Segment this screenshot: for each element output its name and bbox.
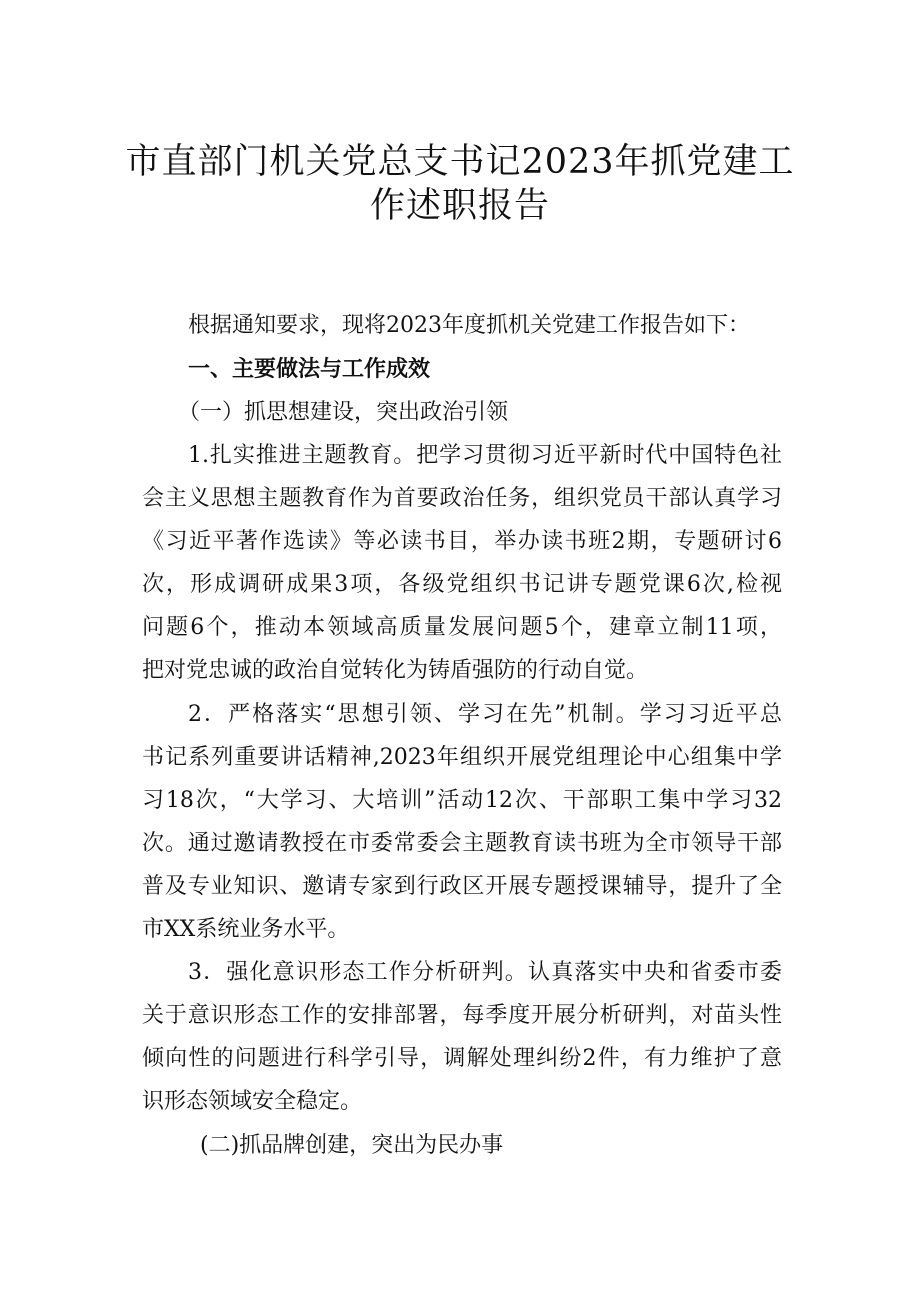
paragraph-3-line: 关于意识形态工作的安排部署，每季度开展分析研判，对苗头性 [142,1003,782,1028]
paragraph-1-line: 《习近平著作选读》等必读书目，举办读书班2期，专题研讨6 [142,529,782,554]
section-heading-1: 一、主要做法与工作成效 [188,357,431,382]
document-title-line-2: 作述职报告 [369,186,550,226]
paragraph-1-line: 问题6个，推动本领域高质量发展问题5个，建章立制11项， [142,615,782,640]
paragraph-1-line: 把对党忠诚的政治自觉转化为铸盾强防的行动自觉。 [142,658,649,683]
subsection-heading-1: （一）抓思想建设，突出政治引领 [178,400,509,425]
paragraph-3-line: 识形态领域安全稳定。 [142,1089,363,1114]
paragraph-2-line: 普及专业知识、邀请专家到行政区开展专题授课辅导，提升了全 [142,874,782,899]
paragraph-2-line: 习18次，“大学习、大培训”活动12次、干部职工集中学习32 [142,788,782,813]
paragraph-3-line: 倾向性的问题进行科学引导，调解处理纠纷2件，有力维护了意 [142,1046,782,1071]
paragraph-2-line: 2．严格落实“思想引领、学习在先”机制。学习习近平总 [188,702,782,727]
paragraph-3-line: 3．强化意识形态工作分析研判。认真落实中央和省委市委 [188,960,782,985]
paragraph-1-line: 次，形成调研成果3项，各级党组织书记讲专题党课6次,检视 [142,572,782,597]
subsection-heading-2: (二)抓品牌创建，突出为民办事 [200,1133,504,1158]
paragraph-1-line: 会主义思想主题教育作为首要政治任务，组织党员干部认真学习 [142,486,782,511]
intro-paragraph: 根据通知要求，现将2023年度抓机关党建工作报告如下： [188,313,750,338]
paragraph-2-line: 次。通过邀请教授在市委常委会主题教育读书班为全市领导干部 [142,831,782,856]
paragraph-2-line: 书记系列重要讲话精神,2023年组织开展党组理论中心组集中学 [142,745,782,770]
paragraph-1-line: 1.扎实推进主题教育。把学习贯彻习近平新时代中国特色社 [188,443,782,468]
document-title-line-1: 市直部门机关党总支书记2023年抓党建工 [125,142,795,182]
paragraph-2-line: 市XX系统业务水平。 [142,917,350,942]
